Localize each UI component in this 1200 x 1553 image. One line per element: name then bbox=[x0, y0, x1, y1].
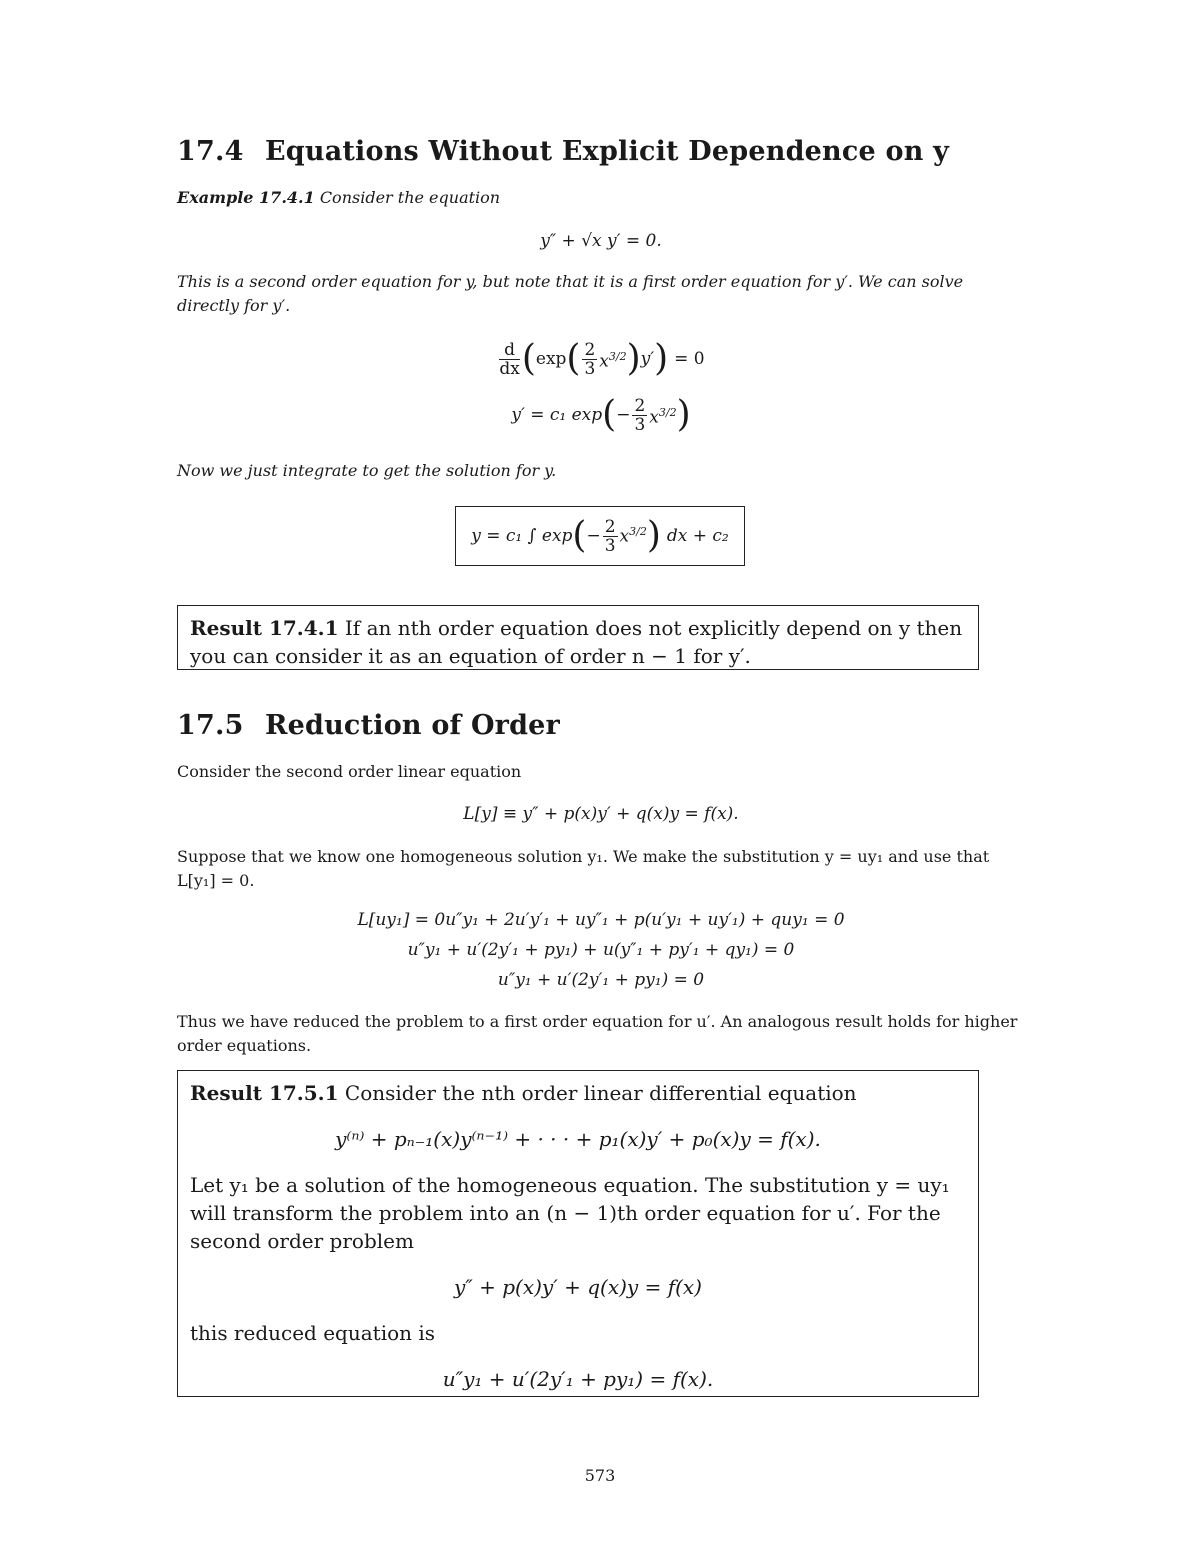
exp-function: exp bbox=[535, 349, 567, 369]
derivation-line-2: u″y₁ + u′(2y′₁ + py₁) + u(y″₁ + py′₁ + qy₁) = 0 bbox=[407, 940, 795, 960]
fraction-denominator: dx bbox=[499, 358, 520, 379]
paren-right: ) bbox=[654, 338, 669, 379]
result-box-17-4-1 bbox=[177, 605, 979, 670]
fraction-denominator: 3 bbox=[634, 414, 646, 435]
section-number: 17.4 bbox=[177, 136, 244, 167]
boxed-solution: y = c₁ ∫ exp ( − $\frac{2}{3}$ $x^{3/2}$ ) dx + c₂ bbox=[455, 506, 745, 566]
result-text-1: Let y₁ be a solution of the homogeneous equation. The substitution y = uy₁ will transform the problem into an (n − 1)th order equation for u′. For the second order problem bbox=[190, 1173, 950, 1253]
example-equation: y″ + √x y′ = 0. bbox=[540, 231, 662, 251]
fraction-denominator: 3 bbox=[584, 358, 596, 379]
fraction-denominator: 3 bbox=[604, 535, 616, 556]
equals-zero: = 0 bbox=[674, 349, 705, 369]
operator-equation: L[y] ≡ y″ + p(x)y′ + q(x)y = f(x). bbox=[463, 804, 739, 824]
paren-right: ) bbox=[646, 515, 661, 556]
paren-left: ( bbox=[602, 394, 617, 435]
result-equation-3: u″y₁ + u′(2y′₁ + py₁) = f(x). bbox=[442, 1367, 714, 1391]
power-term: $x^{3/2}$ bbox=[619, 525, 647, 547]
result-intro-line bbox=[190, 1079, 966, 1107]
example-label: Example 17.4.1 bbox=[177, 188, 315, 207]
paren-left-inner: ( bbox=[566, 338, 581, 379]
section-title: Reduction of Order bbox=[265, 710, 560, 741]
page-number: 573 bbox=[584, 1466, 616, 1485]
derivation-line-3: u″y₁ + u′(2y′₁ + py₁) = 0 bbox=[497, 970, 705, 990]
derivative-fraction bbox=[499, 341, 519, 378]
result-equation-1: y⁽ⁿ⁾ + pₙ₋₁(x)y⁽ⁿ⁻¹⁾ + · · · + p₁(x)y′ + p₀(x)y = f(x). bbox=[335, 1127, 821, 1151]
paren-right: ) bbox=[676, 394, 691, 435]
fraction-numerator: d bbox=[499, 341, 519, 360]
section-heading-17-5 bbox=[177, 710, 560, 741]
reduction-text-2: Thus we have reduced the problem to a first order equation for u′. An analogous result holds for higher order equations. bbox=[177, 1012, 1018, 1055]
solution-lhs: y = c₁ ∫ exp bbox=[471, 526, 573, 546]
result-text-2: this reduced equation is bbox=[190, 1321, 436, 1345]
yprime-lhs: y′ = c₁ exp bbox=[511, 405, 603, 425]
two-thirds-fraction bbox=[582, 341, 597, 378]
result-label: Result 17.4.1 bbox=[190, 616, 339, 640]
derivative-equation: $\frac{d}{dx}$ ( exp ( $\frac{2}{3}$ $x^{3/2}$ ) y′ ) = 0 bbox=[499, 338, 705, 379]
paren-right-inner: ) bbox=[626, 338, 641, 379]
fraction-numerator: 2 bbox=[584, 339, 596, 360]
reduction-text-1: Suppose that we know one homogeneous solution y₁. We make the substitution y = uy₁ and use that L[y₁] = 0. bbox=[177, 847, 990, 890]
result-text: If an nth order equation does not explicitly depend on y then you can consider it as an equation of order n − 1 for y′. bbox=[190, 616, 963, 668]
derivation-line-1: L[uy₁] = 0u″y₁ + 2u′y′₁ + uy″₁ + p(u′y₁ + uy′₁) + quy₁ = 0 bbox=[357, 910, 845, 930]
fraction-numerator: 2 bbox=[634, 395, 646, 416]
solution-rhs: dx + c₂ bbox=[666, 526, 729, 546]
example-intro-text: Consider the equation bbox=[319, 188, 501, 207]
result-label: Result 17.5.1 bbox=[190, 1081, 339, 1105]
result-equation-2: y″ + p(x)y′ + q(x)y = f(x) bbox=[454, 1275, 702, 1299]
yprime-equation: y′ = c₁ exp ( − $\frac{2}{3}$ $x^{3/2}$ ) bbox=[511, 394, 691, 435]
power-term: $x^{3/2}$ bbox=[599, 349, 627, 372]
result-box-17-5-1 bbox=[177, 1070, 979, 1397]
paren-left: ( bbox=[572, 515, 587, 556]
example-intro bbox=[177, 186, 1025, 210]
two-thirds-fraction bbox=[632, 397, 647, 434]
fraction-numerator: 2 bbox=[604, 516, 616, 537]
two-thirds-fraction bbox=[603, 518, 618, 555]
example-text-2: Now we just integrate to get the solution for y. bbox=[177, 461, 557, 480]
power-term: $x^{3/2}$ bbox=[649, 405, 677, 428]
reduction-intro: Consider the second order linear equation bbox=[177, 762, 522, 781]
result-intro: Consider the nth order linear differential equation bbox=[344, 1081, 857, 1105]
section-heading-17-4 bbox=[177, 136, 949, 167]
section-number: 17.5 bbox=[177, 710, 244, 741]
example-text-1: This is a second order equation for y, but note that it is a first order equation for y′. We can solve directly for y′. bbox=[177, 272, 964, 315]
paren-left: ( bbox=[521, 338, 536, 379]
section-title: Equations Without Explicit Dependence on y bbox=[265, 136, 950, 167]
